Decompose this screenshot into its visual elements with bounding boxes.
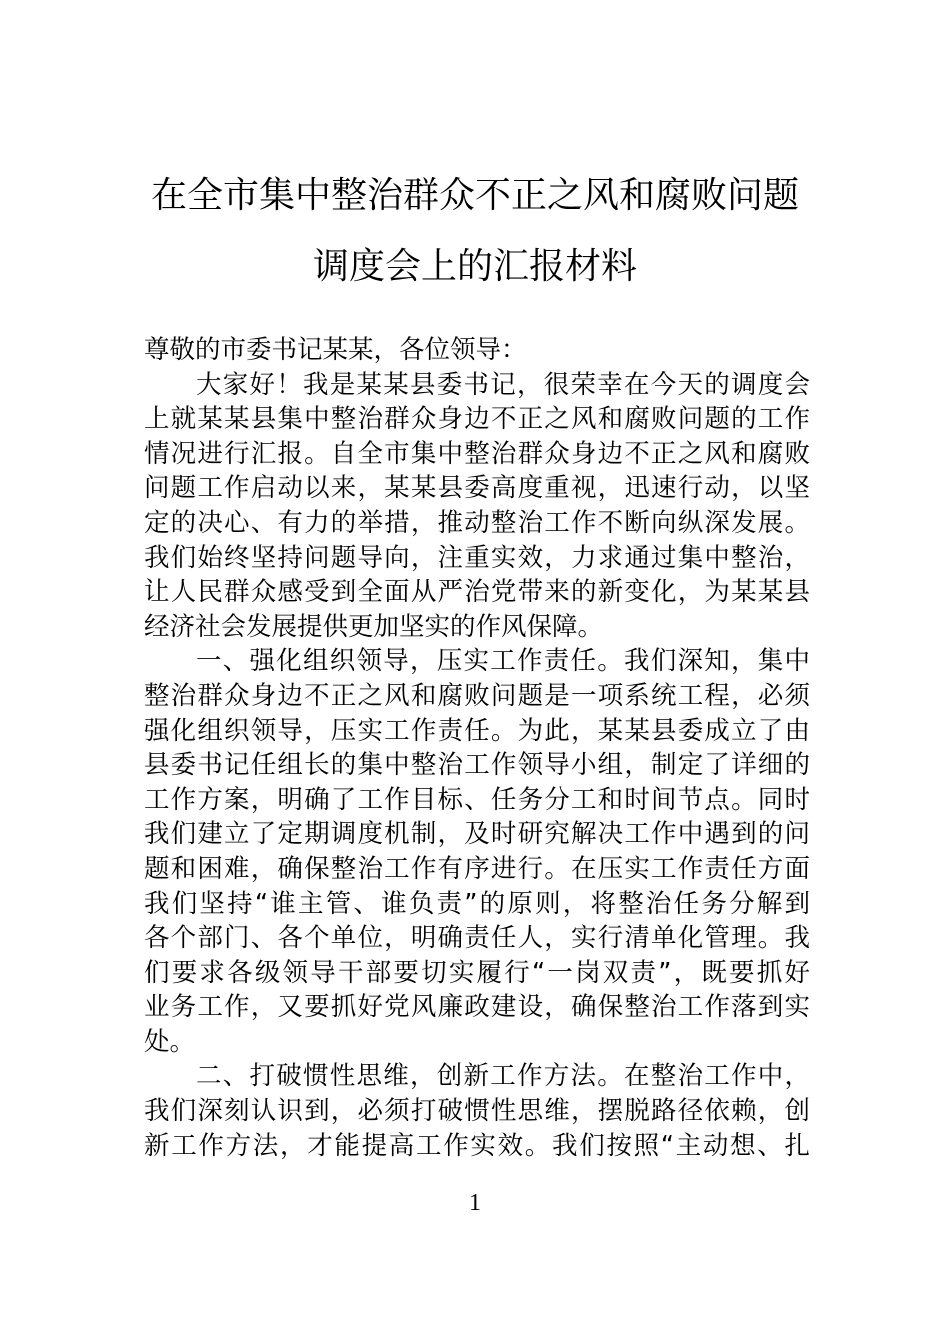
paragraph-line: 经济社会发展提供更加坚实的作风保障。: [144, 611, 604, 642]
paragraph-line: 业务工作，又要抓好党风廉政建设，确保整治工作落到实: [144, 992, 810, 1023]
paragraph-line: 们要求各级领导干部要切实履行“一岗双责”，既要抓好: [144, 957, 810, 988]
paragraph-line: 让人民群众感受到全面从严治党带来的新变化，为某某县: [144, 577, 810, 608]
salutation-line: 尊敬的市委书记某某，各位领导：: [144, 335, 527, 365]
paragraph-line: 上就某某县集中整治群众身边不正之风和腐败问题的工作: [144, 404, 810, 435]
paragraph-line: 整治群众身边不正之风和腐败问题是一项系统工程，必须: [144, 680, 810, 711]
paragraph-line: 题和困难，确保整治工作有序进行。在压实工作责任方面: [144, 853, 810, 884]
paragraph-line: 二、打破惯性思维，创新工作方法。在整治工作中，: [196, 1061, 810, 1092]
paragraph-line: 大家好！我是某某县委书记，很荣幸在今天的调度会: [196, 369, 810, 400]
paragraph-line: 定的决心、有力的举措，推动整治工作不断向纵深发展。: [144, 507, 810, 538]
paragraph-line: 县委书记任组长的集中整治工作领导小组，制定了详细的: [144, 750, 810, 781]
document-body: [144, 333, 810, 1163]
paragraph-line: 一、强化组织领导，压实工作责任。我们深知，集中: [196, 646, 810, 677]
paragraph-line: 我们始终坚持问题导向，注重实效，力求通过集中整治，: [144, 542, 810, 573]
page-number: 1: [469, 1190, 481, 1216]
paragraph-line: 强化组织领导，压实工作责任。为此，某某县委成立了由: [144, 715, 810, 746]
paragraph-line: 问题工作启动以来，某某县委高度重视，迅速行动，以坚: [144, 473, 810, 504]
paragraph-line: 工作方案，明确了工作目标、任务分工和时间节点。同时: [144, 784, 810, 815]
document-title-line-1: 在全市集中整治群众不正之风和腐败问题: [150, 175, 799, 216]
paragraph-line: 我们深刻认识到，必须打破惯性思维，摆脱路径依赖，创: [144, 1096, 810, 1127]
paragraph-line: 我们建立了定期调度机制，及时研究解决工作中遇到的问: [144, 819, 810, 850]
paragraph-line: 各个部门、各个单位，明确责任人，实行清单化管理。我: [144, 923, 810, 954]
paragraph-line: 我们坚持“谁主管、谁负责”的原则，将整治任务分解到: [144, 888, 810, 919]
paragraph-line: 处。: [144, 1026, 196, 1057]
paragraph-line: 新工作方法，才能提高工作实效。我们按照“主动想、扎: [144, 1130, 810, 1161]
document-title-line-2: 调度会上的汇报材料: [312, 246, 637, 287]
paragraph-line: 情况进行汇报。自全市集中整治群众身边不正之风和腐败: [144, 438, 810, 469]
